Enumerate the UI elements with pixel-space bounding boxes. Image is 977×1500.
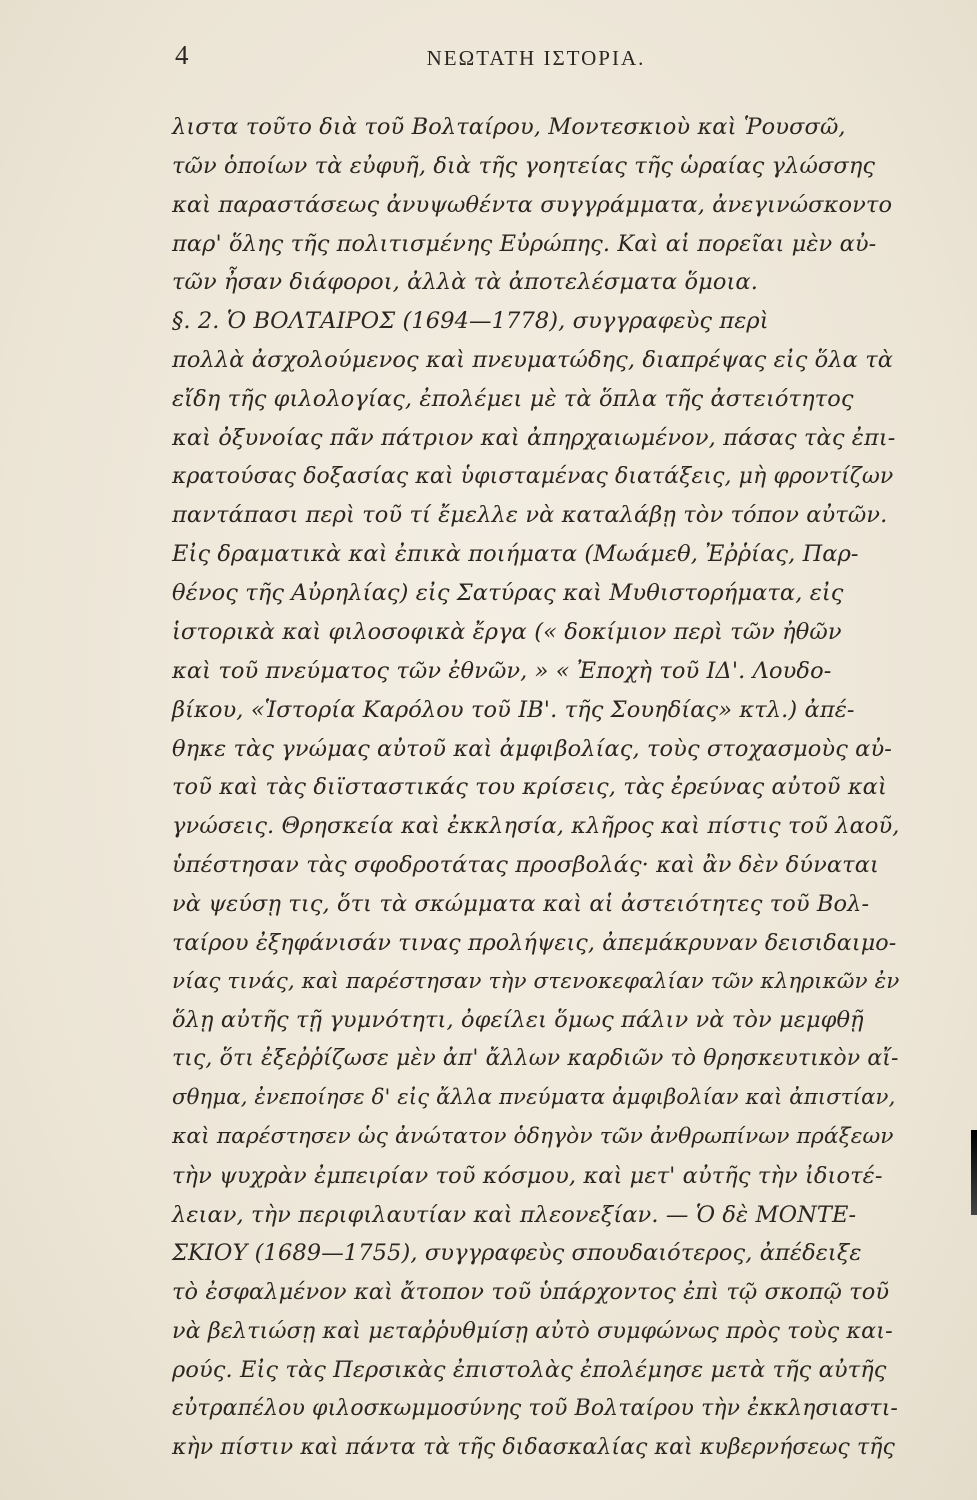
text-line: βίκου, «Ἱστορία Καρόλου τοῦ ΙΒ'. τῆς Σουηδίας» κτλ.) ἀπέ- <box>172 696 855 723</box>
text-line: εὐτραπέλου φιλοσκωμμοσύνης τοῦ Βολταίρου τὴν ἐκκλησιαστι- <box>172 1395 898 1421</box>
text-line: τις, ὅτι ἐξεῤῥίζωσε μὲν ἀπ' ἄλλων καρδιῶν τὸ θρησκευτικὸν αἴ- <box>172 1046 899 1072</box>
text-line: σθημα, ἐνεποίησε δ' εἰς ἄλλα πνεύματα ἀμφιβολίαν καὶ ἀπιστίαν, <box>172 1085 896 1111</box>
text-line: κὴν πίστιν καὶ πάντα τὰ τῆς διδασκαλίας καὶ κυβερνήσεως τῆς <box>172 1434 895 1460</box>
text-line: νίας τινάς, καὶ παρέστησαν τὴν στενοκεφαλίαν τῶν κληρικῶν ἐν <box>172 968 900 994</box>
text-line: τὴν ψυχρὰν ἐμπειρίαν τοῦ κόσμου, καὶ μετ' αὐτῆς τὴν ἰδιοτέ- <box>172 1162 883 1189</box>
text-line: ὑπέστησαν τὰς σφοδροτάτας προσβολάς· καὶ ἂν δὲν δύναται <box>172 852 879 879</box>
text-line: ὅλῃ αὐτῆς τῇ γυμνότητι, ὀφείλει ὅμως πάλιν νὰ τὸν μεμφθῇ <box>172 1007 864 1034</box>
running-title: ΝΕΩΤΑΤΗ ΙΣΤΟΡΙΑ. <box>426 46 646 70</box>
text-line: τοῦ καὶ τὰς διϊσταστικάς του κρίσεις, τὰς ἐρεύνας αὐτοῦ καὶ <box>172 774 887 801</box>
text-line: ΣΚΙΟΥ (1689—1755), συγγραφεὺς σπουδαιότερος, ἀπέδειξε <box>172 1240 862 1267</box>
text-line: γνώσεις. Θρησκεία καὶ ἐκκλησία, κλῆρος καὶ πίστις τοῦ λαοῦ, <box>172 813 900 840</box>
text-line: καὶ τοῦ πνεύματος τῶν ἐθνῶν, » « Ἐποχὴ τοῦ ΙΔ'. Λουδο- <box>172 657 832 684</box>
text-line: τὸ ἐσφαλμένον καὶ ἄτοπον τοῦ ὑπάρχοντος ἐπὶ τῷ σκοπῷ τοῦ <box>172 1279 890 1306</box>
text-line: νὰ ψεύσῃ τις, ὅτι τὰ σκώμματα καὶ αἱ ἀστειότητες τοῦ Βολ- <box>172 890 870 917</box>
page-header <box>175 40 897 80</box>
text-line: πολλὰ ἀσχολούμενος καὶ πνευματώδης, διαπρέψας εἰς ὅλα τὰ <box>172 347 894 374</box>
text-line: κρατούσας δοξασίας καὶ ὑφισταμένας διατάξεις, μὴ φροντίζων <box>172 463 894 489</box>
text-line: εἴδη τῆς φιλολογίας, ἐπολέμει μὲ τὰ ὅπλα τῆς ἀστειότητος <box>172 385 854 412</box>
text-line: νὰ βελτιώσῃ καὶ μεταῤῥυθμίσῃ αὐτὸ συμφώνως πρὸς τοὺς και- <box>172 1318 893 1345</box>
text-line: καὶ παρέστησεν ὡς ἀνώτατον ὁδηγὸν τῶν ἀνθρωπίνων πράξεων <box>172 1123 894 1149</box>
text-line: παρ' ὅλης τῆς πολιτισμένης Εὐρώπης. Καὶ αἱ πορεῖαι μὲν αὐ- <box>172 230 877 257</box>
page-number: 4 <box>175 40 189 70</box>
text-body <box>172 108 900 1468</box>
text-line: παντάπασι περὶ τοῦ τί ἔμελλε νὰ καταλάβῃ τὸν τόπον αὐτῶν. <box>172 502 888 529</box>
text-line: λιστα τοῦτο διὰ τοῦ Βολταίρου, Μοντεσκιοὺ καὶ Ῥουσσῶ, <box>172 114 846 140</box>
text-line: ταίρου ἐξηφάνισάν τινας προλήψεις, ἀπεμάκρυναν δεισιδαιμο- <box>172 929 897 956</box>
text-line: καὶ ὀξυνοίας πᾶν πάτριον καὶ ἀπηρχαιωμένον, πάσας τὰς ἐπι- <box>172 424 896 451</box>
text-line: λειαν, τὴν περιφιλαυτίαν καὶ πλεονεξίαν. — Ὁ δὲ ΜΟΝΤΕ- <box>172 1201 857 1228</box>
text-line: θηκε τὰς γνώμας αὐτοῦ καὶ ἀμφιβολίας, τοὺς στοχασμοὺς αὐ- <box>172 735 892 762</box>
text-line: ρούς. Εἰς τὰς Περσικὰς ἐπιστολὰς ἐπολέμησε μετὰ τῆς αὐτῆς <box>172 1357 887 1383</box>
text-line: §. 2. Ὁ ΒΟΛΤΑΙΡΟΣ (1694—1778), συγγραφεὺς περὶ <box>172 308 769 335</box>
text-line: Εἰς δραματικὰ καὶ ἐπικὰ ποιήματα (Μωάμεθ, Ἐῤῥίας, Παρ- <box>172 541 859 568</box>
margin-mark <box>971 1130 977 1215</box>
text-line: τῶν ἦσαν διάφοροι, ἀλλὰ τὰ ἀποτελέσματα ὅμοια. <box>172 269 758 296</box>
text-line: ἱστορικὰ καὶ φιλοσοφικὰ ἔργα (« δοκίμιον περὶ τῶν ἠθῶν <box>172 618 842 645</box>
text-line: θένος τῆς Αὐρηλίας) εἰς Σατύρας καὶ Μυθιστορήματα, εἰς <box>172 580 844 607</box>
text-line: καὶ παραστάσεως ἀνυψωθέντα συγγράμματα, ἀνεγινώσκοντο <box>172 191 893 218</box>
text-line: τῶν ὁποίων τὰ εὐφυῆ, διὰ τῆς γοητείας τῆς ὡραίας γλώσσης <box>172 152 876 179</box>
